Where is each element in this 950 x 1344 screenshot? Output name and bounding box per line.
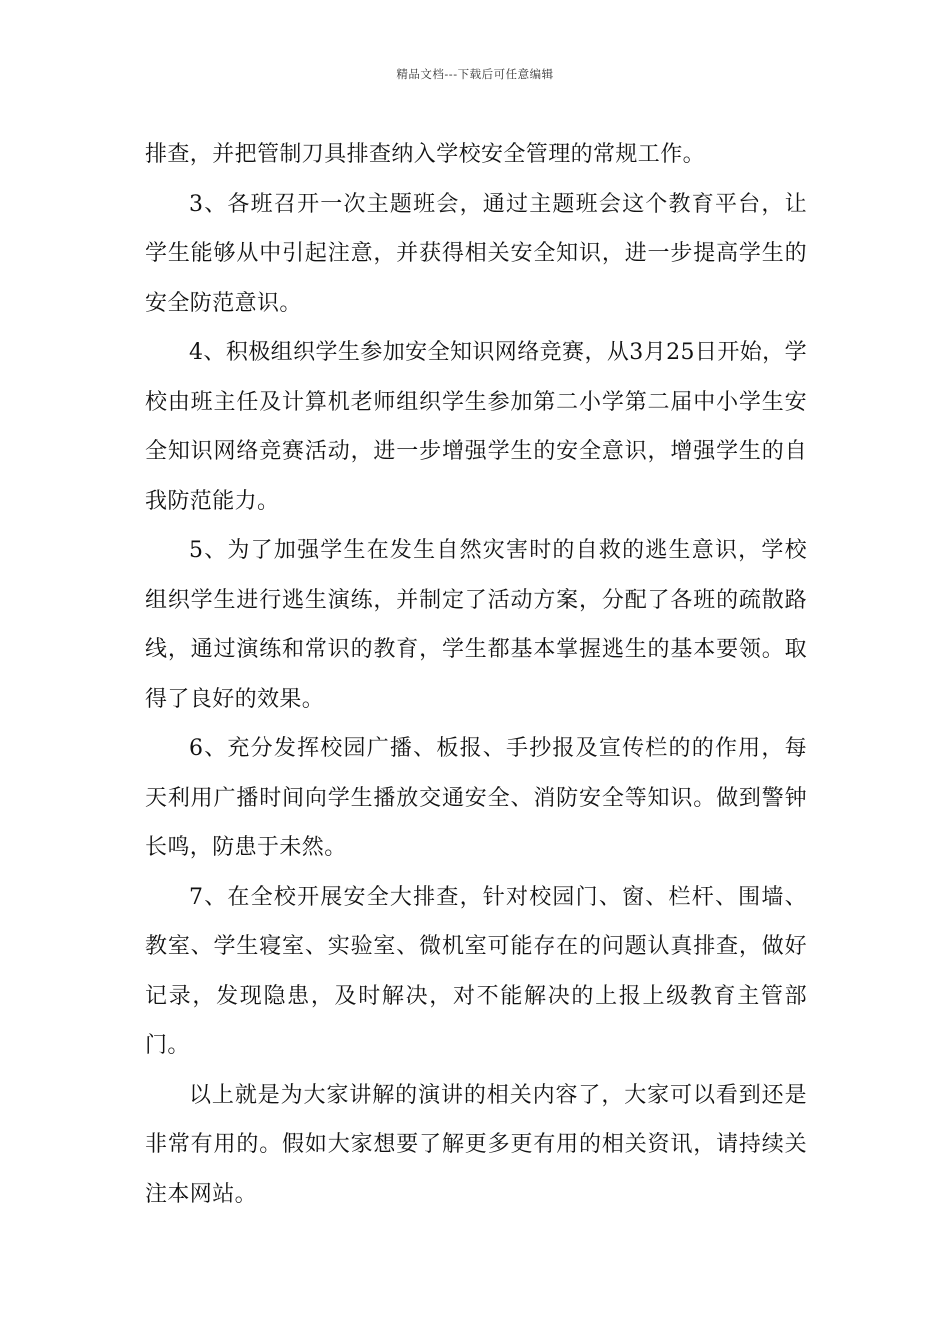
paragraph-item-7: 7、在全校开展安全大排查，针对校园门、窗、栏杆、围墙、教室、学生寝室、实验室、微机室可能存在的问题认真排查，做好记录，发现隐患，及时解决，对不能解决的上报上级教育主管部门。 [145,884,807,1058]
page-header: 精品文档---下载后可任意编辑 [396,67,554,81]
paragraph-continuation: 排查，并把管制刀具排查纳入学校安全管理的常规工作。 [145,142,706,167]
paragraph-closing: 以上就是为大家讲解的演讲的相关内容了，大家可以看到还是非常有用的。假如大家想要了解更多更有用的相关资讯，请持续关注本网站。 [145,1082,807,1207]
paragraph-item-6: 6、充分发挥校园广播、板报、手抄报及宣传栏的的作用，每天利用广播时间向学生播放交通安全、消防安全等知识。做到警钟长鸣，防患于未然。 [145,736,807,860]
paragraph-item-4: 4、积极组织学生参加安全知识网络竞赛，从3月25日开始，学校由班主任及计算机老师组织学生参加第二小学第二届中小学生安全知识网络竞赛活动，进一步增强学生的安全意识，增强学生的自我防范能力。 [145,340,807,514]
document-body [145,130,807,1219]
paragraph-item-5: 5、为了加强学生在发生自然灾害时的自救的逃生意识，学校组织学生进行逃生演练，并制定了活动方案，分配了各班的疏散路线，通过演练和常识的教育，学生都基本掌握逃生的基本要领。取得了良好的效果。 [145,538,807,712]
paragraph-item-3: 3、各班召开一次主题班会，通过主题班会这个教育平台，让学生能够从中引起注意，并获得相关安全知识，进一步提高学生的安全防范意识。 [145,191,807,316]
